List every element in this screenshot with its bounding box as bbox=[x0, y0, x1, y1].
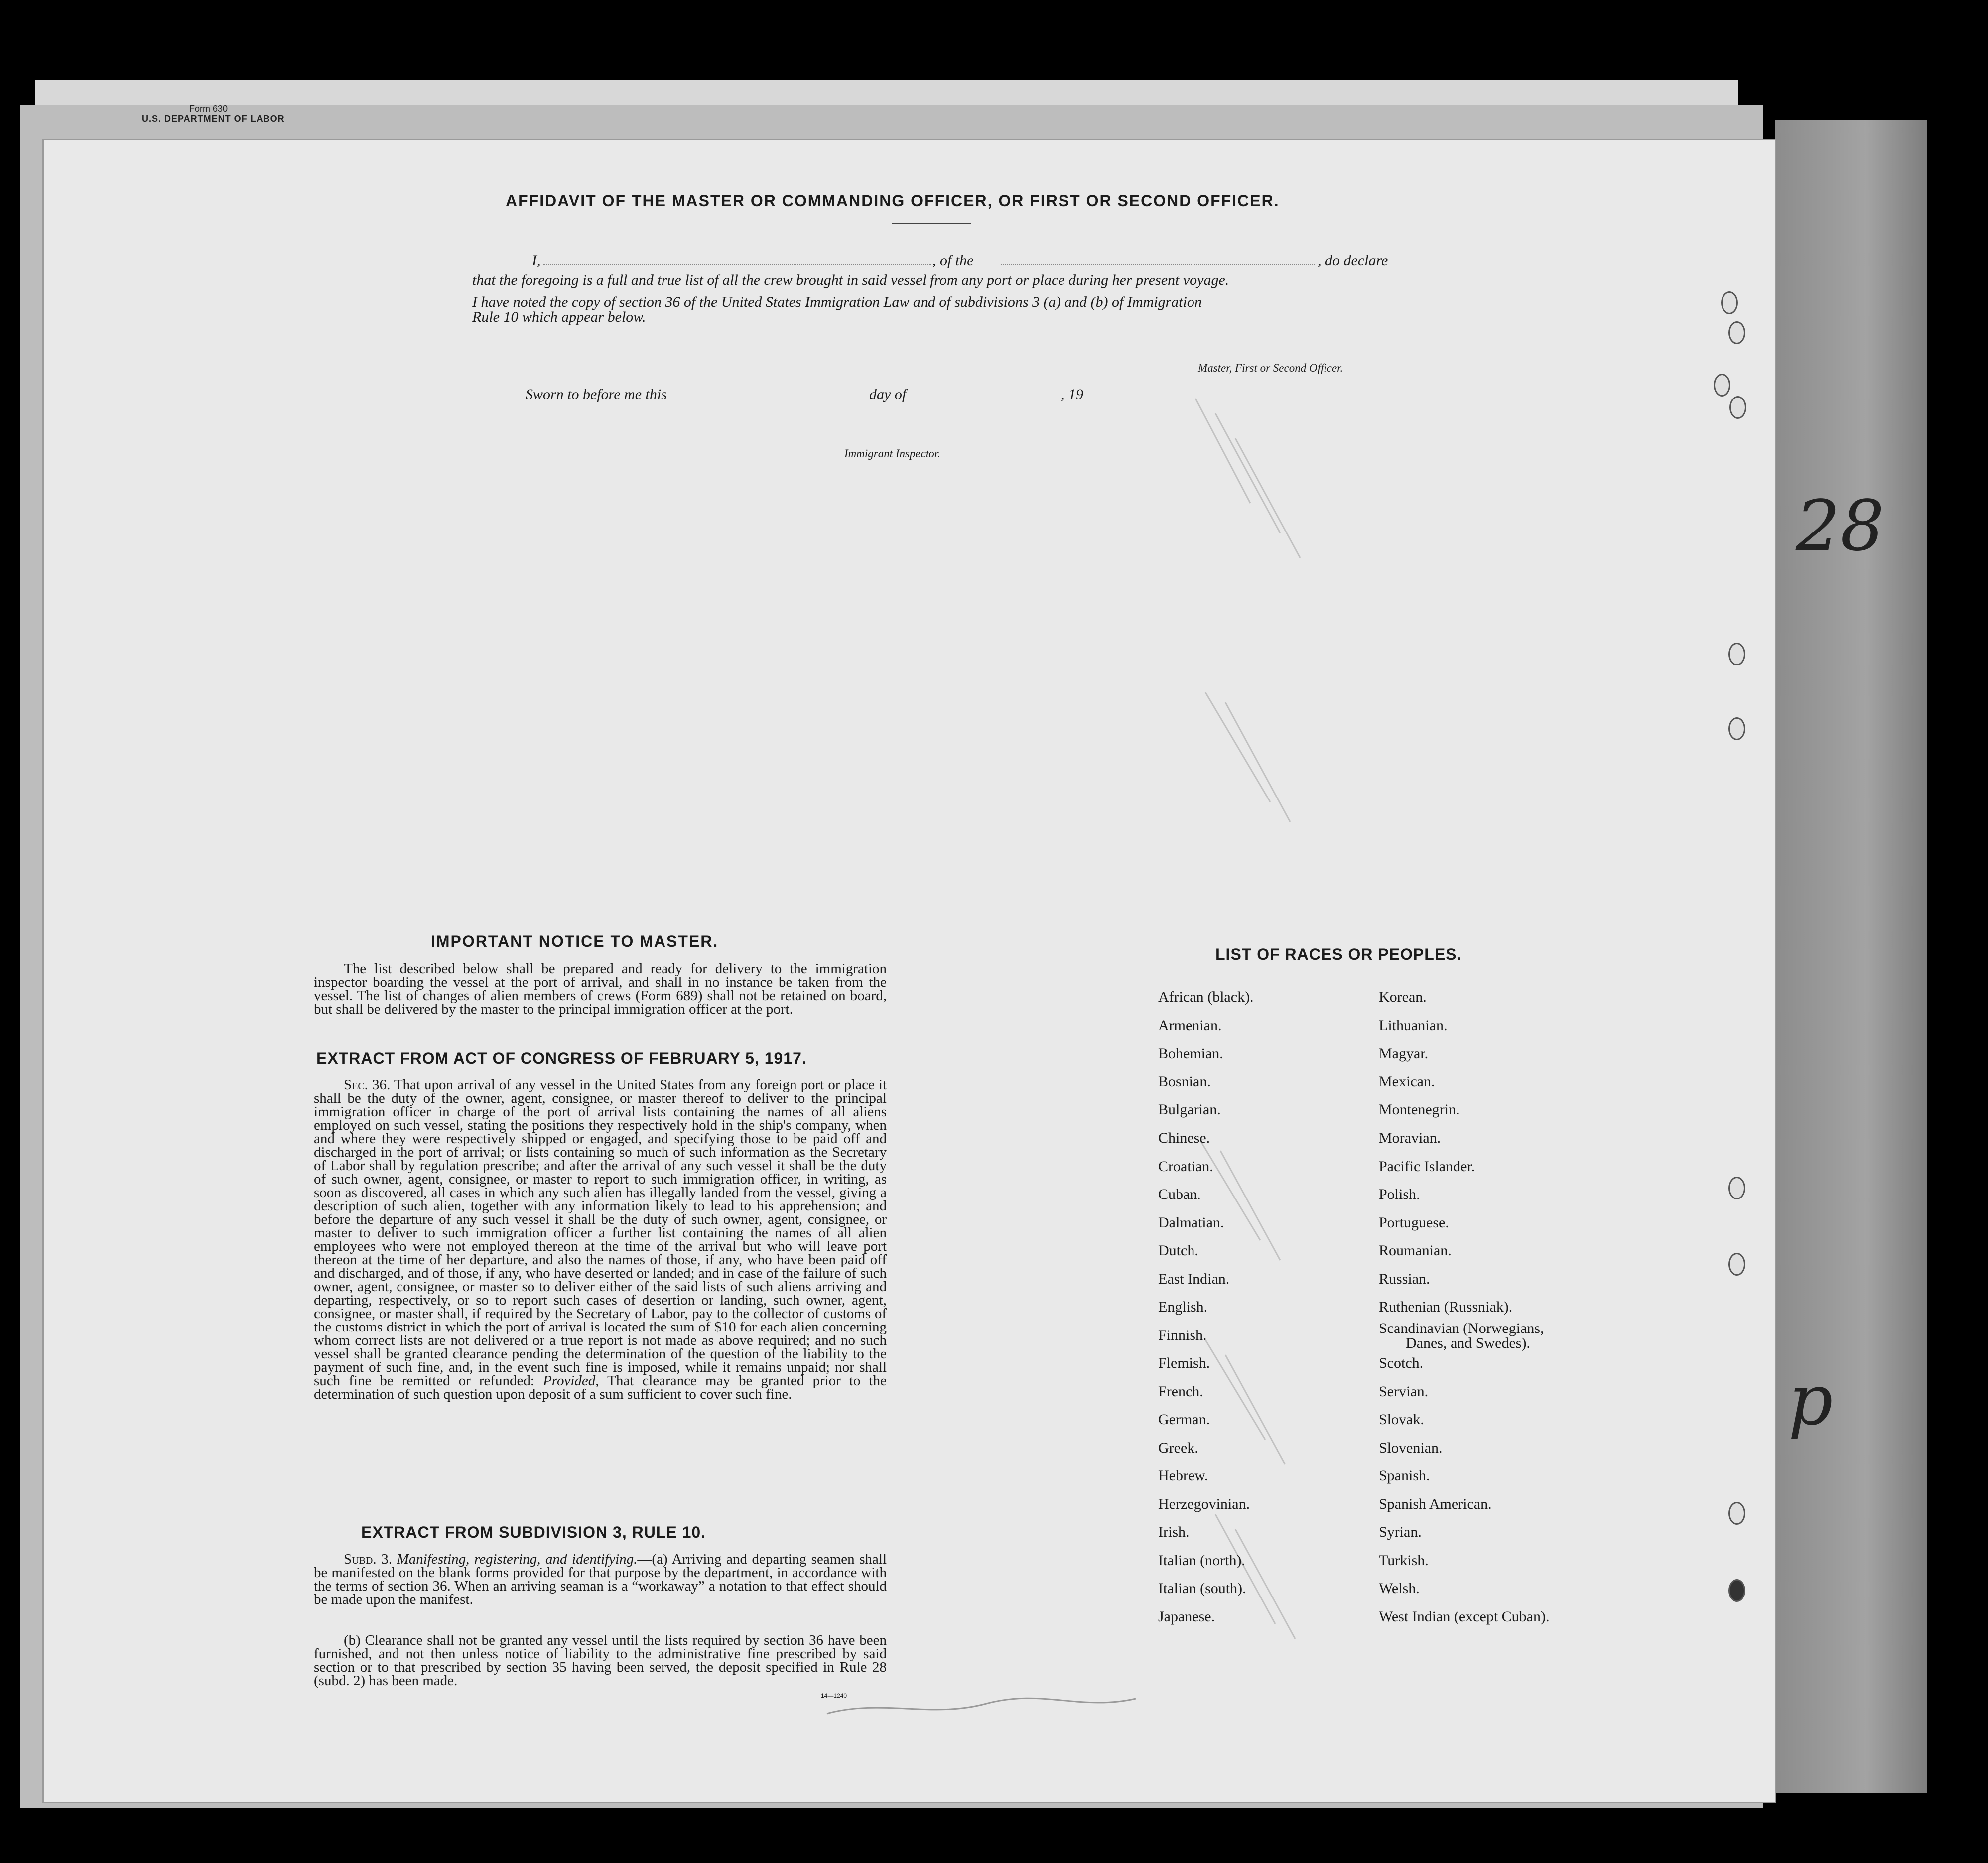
race-item: Spanish American. bbox=[1379, 1496, 1492, 1512]
race-item: Chinese. bbox=[1158, 1130, 1210, 1146]
race-item: Armenian. bbox=[1158, 1017, 1222, 1034]
notice-text: The list described below shall be prepared and ready for delivery to the immigration inspector boarding the vessel at the port of arrival, and shall in no instance be taken from the vessel. The list of changes of alien members of crews (Form 689) shall not be retained on board, but shall be delivered by the master to the principal immigration officer at the port. bbox=[314, 961, 887, 1017]
name-blank bbox=[543, 264, 931, 265]
binder-hole bbox=[1728, 321, 1745, 344]
binder-hole bbox=[1728, 1253, 1745, 1276]
race-item: Finnish. bbox=[1158, 1327, 1207, 1343]
affidavit-line1-declare: , do declare bbox=[1318, 252, 1388, 268]
race-item: Flemish. bbox=[1158, 1355, 1210, 1371]
form-number: Form 630 bbox=[189, 104, 228, 114]
race-item: Mexican. bbox=[1379, 1073, 1435, 1090]
races-title: LIST OF RACES OR PEOPLES. bbox=[1215, 945, 1462, 963]
race-item: Dalmatian. bbox=[1158, 1214, 1224, 1231]
extract-act-text bbox=[314, 1078, 887, 1401]
race-item: Roumanian. bbox=[1379, 1242, 1452, 1259]
affidavit-line1-i: I, bbox=[532, 252, 541, 268]
race-item: Welsh. bbox=[1379, 1580, 1420, 1597]
section-number: Sec. 36. bbox=[344, 1077, 391, 1093]
day-of-label: day of bbox=[869, 386, 907, 402]
vessel-blank bbox=[1001, 264, 1315, 265]
race-item: African (black). bbox=[1158, 989, 1254, 1005]
section-36-text: That upon arrival of any vessel in the United States from any foreign port or place it shall be the duty of the owner, agent, consignee, or master thereof to deliver to the principal immigration officer in charge of the port of arrival lists containing the names of all aliens employed on such vessel, stating the positions they respectively hold in the ship's company, when and where they were respectively shipped or engaged, and specifying those to be paid off and discharged in the port of arrival; or lists containing so much of such information as the Secretary of Labor shall by regulation prescribe; and after the arrival of any such vessel it shall be the duty of such owner, agent, consignee, or master to report to such immigration officer, in writing, as soon as discovered, all cases in which any such alien has illegally landed from the vessel, giving a description of such alien, together with any information likely to lead to his apprehension; and before the departure of any such vessel it shall be the duty of such owner, agent, consignee, or master to deliver to such immigration officer a further list containing the names of all alien employees who were not employed thereon at the time of the arrival but who will leave port thereon at the time of her departure, and also the names of those, if any, who have been paid off and discharged, and of those, if any, who have deserted or landed; and in case of the failure of such owner, agent, consignee, or master so to deliver either of the said lists of such aliens arriving and departing, respectively, or so to report such cases of desertion or landing, such owner, agent, consignee, or master shall, if required by the Secretary of Labor, pay to the collector of customs of the customs district in which the port of arrival is located the sum of $10 for each alien concerning whom correct lists are not delivered or a true report is not made as above required; and no such vessel shall be granted clearance pending the determination of the question of the liability to the payment of such fine, and, in the event such fine is imposed, while it remains unpaid; nor shall such fine be remitted or refunded: bbox=[314, 1077, 887, 1389]
affidavit-line1-of: , of the bbox=[932, 252, 974, 268]
race-item: Russian. bbox=[1379, 1271, 1430, 1287]
race-item: Magyar. bbox=[1379, 1045, 1429, 1062]
subd-number: Subd. 3. bbox=[344, 1551, 392, 1567]
binder-hole bbox=[1728, 1502, 1745, 1525]
extract-rule-title: EXTRACT FROM SUBDIVISION 3, RULE 10. bbox=[361, 1523, 706, 1541]
race-item: English. bbox=[1158, 1299, 1208, 1315]
print-code: 14—1240 bbox=[821, 1692, 847, 1699]
binder-hole bbox=[1728, 643, 1745, 665]
subd-a-text: —(a) Arriving and departing seamen shall be manifested on the blank forms provided for that purpose by the department, in accordance with the terms of section 36. When an arriving seaman is a “workaway” a notation to that effect should be made upon the manifest. bbox=[314, 1551, 887, 1607]
race-item: Italian (south). bbox=[1158, 1580, 1246, 1597]
race-item: Irish. bbox=[1158, 1524, 1190, 1540]
race-item: Bosnian. bbox=[1158, 1073, 1211, 1090]
margin-scribble bbox=[822, 1684, 1141, 1724]
race-item: Korean. bbox=[1379, 989, 1427, 1005]
master-signature-label: Master, First or Second Officer. bbox=[1198, 362, 1343, 374]
handwritten-number: 28 bbox=[1796, 486, 1885, 567]
race-item: Scotch. bbox=[1379, 1355, 1424, 1371]
binder-hole bbox=[1729, 396, 1746, 419]
race-item: Italian (north). bbox=[1158, 1552, 1245, 1569]
affidavit-line3: I have noted the copy of section 36 of the United States Immigration Law and of subdivisions 3 (a) and (b) of Immigration bbox=[472, 294, 1202, 310]
inspector-label: Immigrant Inspector. bbox=[844, 447, 940, 460]
handwritten-mark: p bbox=[1788, 1360, 1833, 1441]
race-item: Moravian. bbox=[1379, 1130, 1441, 1146]
extract-act-title: EXTRACT FROM ACT OF CONGRESS OF FEBRUARY 5, 1917. bbox=[316, 1049, 807, 1067]
race-item: Cuban. bbox=[1158, 1186, 1201, 1202]
race-item: Slovenian. bbox=[1379, 1440, 1443, 1456]
binder-hole bbox=[1728, 717, 1745, 740]
binder-hole bbox=[1728, 1177, 1745, 1199]
affidavit-line2: that the foregoing is a full and true list of all the crew brought in said vessel from any port or place during her present voyage. bbox=[472, 272, 1229, 288]
race-item: Montenegrin. bbox=[1379, 1101, 1460, 1118]
title-rule bbox=[892, 223, 971, 224]
subd-heading: Manifesting, registering, and identifying. bbox=[397, 1551, 638, 1567]
race-item: Portuguese. bbox=[1379, 1214, 1449, 1231]
race-item: East Indian. bbox=[1158, 1271, 1230, 1287]
race-item: Japanese. bbox=[1158, 1608, 1215, 1625]
binder-hole bbox=[1728, 1579, 1745, 1602]
race-item: Greek. bbox=[1158, 1440, 1198, 1456]
race-item: Servian. bbox=[1379, 1383, 1429, 1400]
race-item: West Indian (except Cuban). bbox=[1379, 1608, 1550, 1625]
race-item: Slovak. bbox=[1379, 1411, 1424, 1428]
race-item: Polish. bbox=[1379, 1186, 1420, 1202]
binder-hole bbox=[1714, 374, 1730, 397]
race-item: Turkish. bbox=[1379, 1552, 1429, 1569]
race-item: Ruthenian (Russniak). bbox=[1379, 1299, 1513, 1315]
year-label: , 19 bbox=[1061, 386, 1083, 402]
sworn-text: Sworn to before me this bbox=[526, 386, 667, 402]
race-item: Dutch. bbox=[1158, 1242, 1198, 1259]
rule-a-text bbox=[314, 1553, 887, 1606]
race-item: French. bbox=[1158, 1383, 1203, 1400]
proviso-text: That clearance may be granted prior to the determination of such question upon deposit of a sum sufficient to cover such fine. bbox=[314, 1373, 887, 1402]
race-item: Pacific Islander. bbox=[1379, 1158, 1475, 1175]
race-item: Danes, and Swedes). bbox=[1406, 1335, 1530, 1351]
proviso-word: Provided, bbox=[543, 1373, 599, 1389]
notice-title: IMPORTANT NOTICE TO MASTER. bbox=[431, 932, 719, 950]
race-item: Bulgarian. bbox=[1158, 1101, 1221, 1118]
race-item: Hebrew. bbox=[1158, 1467, 1208, 1484]
race-item: Spanish. bbox=[1379, 1467, 1430, 1484]
race-item: Lithuanian. bbox=[1379, 1017, 1448, 1034]
binder-hole bbox=[1721, 291, 1738, 314]
race-item: Herzegovinian. bbox=[1158, 1496, 1250, 1512]
race-item: Bohemian. bbox=[1158, 1045, 1223, 1062]
race-item: German. bbox=[1158, 1411, 1210, 1428]
department-label: U.S. DEPARTMENT OF LABOR bbox=[142, 114, 285, 124]
pencil-marks bbox=[1186, 394, 1345, 1863]
affidavit-line4: Rule 10 which appear below. bbox=[472, 309, 646, 325]
document-page bbox=[44, 140, 1775, 1802]
race-item: Scandinavian (Norwegians, bbox=[1379, 1320, 1544, 1336]
rule-b-text: (b) Clearance shall not be granted any vessel until the lists required by section 36 have been furnished, and not then unless notice of liability to the administrative fine prescribed by said section or to that prescribed by section 35 having been served, the deposit specified in Rule 28 (subd. 2) has been made. bbox=[314, 1632, 887, 1689]
edge-of-stacked-pages bbox=[1775, 120, 1927, 1793]
race-item: Syrian. bbox=[1379, 1524, 1422, 1540]
affidavit-title: AFFIDAVIT OF THE MASTER OR COMMANDING OFFICER, OR FIRST OR SECOND OFFICER. bbox=[506, 192, 1280, 210]
race-item: Croatian. bbox=[1158, 1158, 1213, 1175]
